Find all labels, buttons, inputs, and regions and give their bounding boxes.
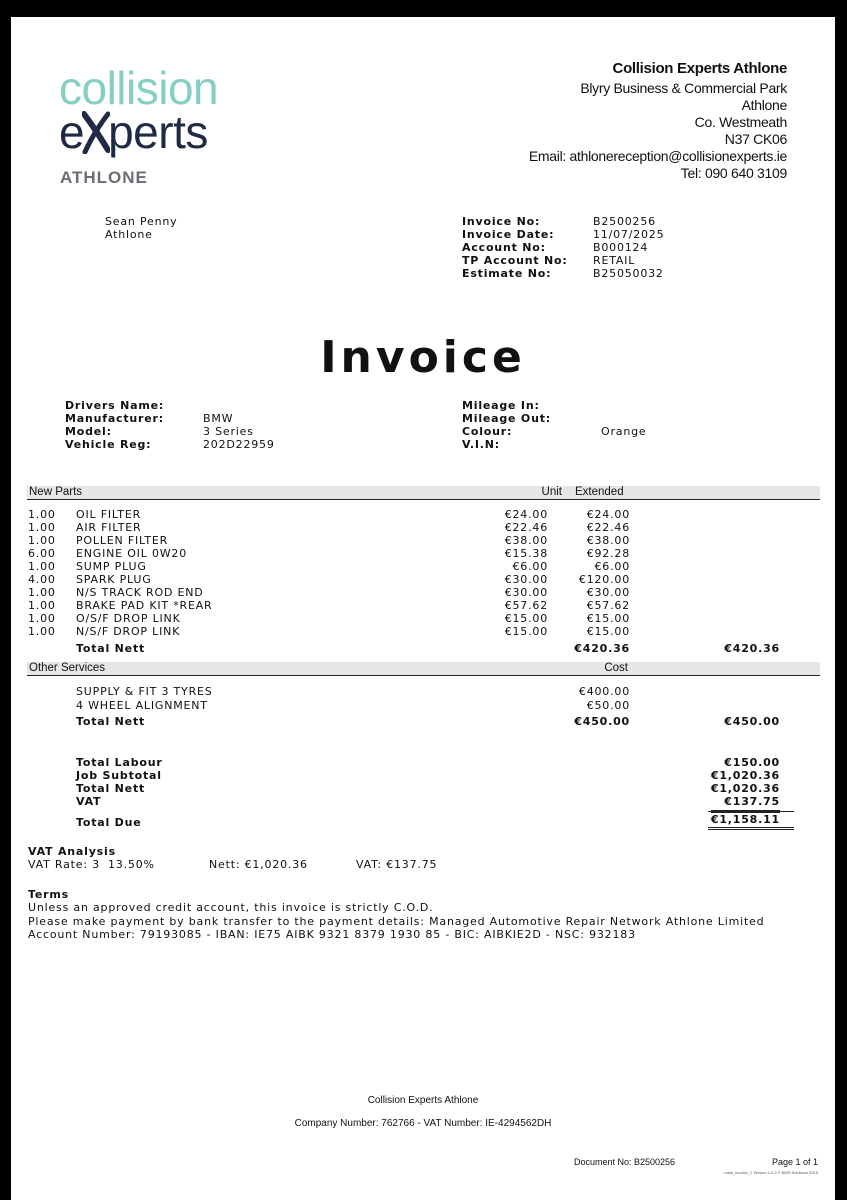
invoice-meta-labels (462, 215, 568, 280)
logo-letters-perts: perts (108, 106, 208, 158)
parts-list (11, 508, 835, 638)
customer-town: Athlone (105, 228, 153, 241)
value-vehicle-reg: 202D22959 (203, 438, 275, 451)
vat-nett-amount: Nett: €1,020.36 (209, 858, 308, 871)
meta-value-account-no: B000124 (593, 241, 649, 254)
part-extended-price: €57.62 (586, 599, 630, 612)
part-description: OIL FILTER (76, 508, 142, 521)
label-vehicle-reg: Vehicle Reg: (65, 438, 152, 451)
vehicle-left-values (203, 399, 275, 451)
vat-rate-label: VAT Rate: 3 (28, 858, 100, 871)
part-description: N/S TRACK ROD END (76, 586, 204, 599)
footer-registration: Company Number: 762766 - VAT Number: IE-4294562DH (294, 1118, 552, 1129)
part-qty: 1.00 (28, 521, 56, 534)
part-unit-price: €57.62 (504, 599, 548, 612)
value-mileage-out (601, 412, 646, 425)
summary-label-subtotal: Job Subtotal (76, 769, 162, 782)
part-description: O/S/F DROP LINK (76, 612, 181, 625)
meta-label-tp-account: TP Account No: (462, 254, 568, 267)
vehicle-left-labels (65, 399, 164, 451)
summary-value-vat: €137.75 (711, 795, 780, 813)
part-extended-price: €24.00 (586, 508, 630, 521)
summary-value-labour: €150.00 (724, 756, 780, 769)
part-unit-price: €15.38 (504, 547, 548, 560)
parts-total-extended: €420.36 (574, 642, 630, 655)
company-address-2: Athlone (741, 97, 787, 113)
services-total-right: €450.00 (724, 715, 780, 728)
part-description: N/S/F DROP LINK (76, 625, 181, 638)
part-extended-price: €120.00 (578, 573, 630, 586)
logo-word-experts (59, 105, 208, 159)
label-colour: Colour: (462, 425, 513, 438)
terms-line-1: Unless an approved credit account, this invoice is strictly C.O.D. (28, 901, 434, 914)
vat-rate-percent: 13.50% (108, 858, 155, 871)
part-qty: 6.00 (28, 547, 56, 560)
summary-label-vat: VAT (76, 795, 102, 808)
part-description: AIR FILTER (76, 521, 142, 534)
part-description: SPARK PLUG (76, 573, 152, 586)
part-unit-price: €6.00 (512, 560, 548, 573)
page-title: Invoice (320, 332, 526, 383)
terms-text (28, 901, 764, 942)
part-qty: 1.00 (28, 534, 56, 547)
parts-header-bar (27, 486, 820, 500)
summary-labels (76, 756, 163, 808)
footer-company: Collision Experts Athlone (367, 1095, 479, 1106)
part-extended-price: €15.00 (586, 612, 630, 625)
part-qty: 1.00 (28, 508, 56, 521)
value-model: 3 Series (203, 425, 254, 438)
label-model: Model: (65, 425, 112, 438)
footer-page-number: Page 1 of 1 (771, 1157, 818, 1167)
part-unit-price: €38.00 (504, 534, 548, 547)
logo-word-collision: collision (59, 62, 219, 114)
parts-total-right: €420.36 (724, 642, 780, 655)
meta-label-invoice-no: Invoice No: (462, 215, 541, 228)
parts-col-extended: Extended (575, 486, 624, 498)
part-description: SUMP PLUG (76, 560, 147, 573)
part-extended-price: €22.46 (586, 521, 630, 534)
value-colour: Orange (601, 425, 647, 438)
meta-label-account-no: Account No: (462, 241, 546, 254)
parts-row (11, 612, 835, 625)
parts-row (11, 599, 835, 612)
part-extended-price: €92.28 (586, 547, 630, 560)
parts-row (11, 573, 835, 586)
label-mileage-in: Mileage In: (462, 399, 540, 412)
part-unit-price: €24.00 (504, 508, 548, 521)
part-extended-price: €38.00 (586, 534, 630, 547)
parts-col-unit: Unit (541, 486, 562, 498)
services-total-label: Total Nett (76, 715, 146, 728)
service-row-2-desc: 4 WHEEL ALIGNMENT (76, 699, 208, 712)
vat-amount: VAT: €137.75 (356, 858, 438, 871)
meta-value-invoice-date: 11/07/2025 (593, 228, 665, 241)
value-mileage-in (601, 399, 646, 412)
part-description: POLLEN FILTER (76, 534, 169, 547)
summary-value-subtotal: €1,020.36 (710, 769, 780, 782)
part-qty: 1.00 (28, 625, 56, 638)
part-description: ENGINE OIL 0W20 (76, 547, 188, 560)
part-extended-price: €30.00 (586, 586, 630, 599)
terms-line-2: Please make payment by bank transfer to the payment details: Managed Automotive Repair Network Athlone Limited (28, 914, 765, 928)
part-unit-price: €15.00 (504, 625, 548, 638)
label-mileage-out: Mileage Out: (462, 412, 551, 425)
summary-rule (708, 811, 794, 812)
service-row-2-cost: €50.00 (586, 699, 630, 712)
summary-values (711, 756, 780, 813)
parts-row (11, 560, 835, 573)
part-extended-price: €15.00 (586, 625, 630, 638)
service-row-1-cost: €400.00 (578, 685, 630, 698)
total-due-label: Total Due (76, 816, 142, 829)
meta-value-tp-account: RETAIL (593, 254, 636, 267)
part-unit-price: €30.00 (504, 573, 548, 586)
footer-version-note: main_invoice_1 Version 1.0.3 © BMS Solutions 2015 (724, 1170, 818, 1175)
part-description: BRAKE PAD KIT *REAR (76, 599, 213, 612)
invoice-meta-values (593, 215, 664, 280)
logo-letter-e: e (59, 106, 85, 158)
part-qty: 4.00 (28, 573, 56, 586)
company-name: Collision Experts Athlone (612, 60, 787, 77)
services-col-cost: Cost (604, 662, 628, 674)
part-qty: 1.00 (28, 560, 56, 573)
services-header-bar (27, 662, 820, 676)
parts-total-label: Total Nett (76, 642, 146, 655)
company-email: Email: athlonereception@collisionexperts.ie (528, 148, 787, 164)
part-unit-price: €30.00 (504, 586, 548, 599)
part-unit-price: €22.46 (504, 521, 548, 534)
vat-analysis-title: VAT Analysis (28, 845, 116, 858)
logo-location: ATHLONE (60, 168, 148, 187)
terms-title: Terms (28, 888, 69, 901)
invoice-page (11, 17, 835, 1200)
company-phone: Tel: 090 640 3109 (680, 165, 787, 181)
vehicle-right-labels (462, 399, 551, 451)
label-manufacturer: Manufacturer: (65, 412, 164, 425)
customer-name: Sean Penny (105, 215, 178, 228)
company-postcode: N37 CK06 (724, 131, 787, 147)
value-manufacturer: BMW (203, 412, 234, 425)
meta-value-estimate-no: B25050032 (593, 267, 664, 280)
meta-label-invoice-date: Invoice Date: (462, 228, 555, 241)
label-vin: V.I.N: (462, 438, 500, 451)
part-extended-price: €6.00 (594, 560, 630, 573)
total-due-value: €1,158.11 (708, 813, 794, 830)
parts-row (11, 534, 835, 547)
services-total-cost: €450.00 (574, 715, 630, 728)
meta-value-invoice-no: B2500256 (593, 215, 656, 228)
summary-label-nett: Total Nett (76, 782, 146, 795)
parts-row (11, 508, 835, 521)
summary-label-labour: Total Labour (76, 756, 163, 769)
part-unit-price: €15.00 (504, 612, 548, 625)
service-row-1-desc: SUPPLY & FIT 3 TYRES (76, 685, 213, 698)
terms-line-3: Account Number: 79193085 - IBAN: IE75 AIBK 9321 8379 1930 85 - BIC: AIBKIE2D - NSC: 932183 (28, 928, 636, 941)
footer-document-no: Document No: B2500256 (574, 1157, 676, 1167)
logo-x-mark (84, 116, 108, 152)
parts-row (11, 586, 835, 599)
value-vin (601, 438, 646, 451)
company-address-1: Blyry Business & Commercial Park (580, 80, 787, 96)
parts-row (11, 547, 835, 560)
meta-label-estimate-no: Estimate No: (462, 267, 552, 280)
vehicle-right-values (601, 399, 646, 451)
summary-value-nett: €1,020.36 (710, 782, 780, 795)
value-drivers-name (203, 399, 275, 412)
parts-header-label: New Parts (29, 486, 83, 498)
company-address-3: Co. Westmeath (694, 114, 787, 130)
parts-row (11, 625, 835, 638)
services-header-label: Other Services (29, 662, 106, 674)
part-qty: 1.00 (28, 612, 56, 625)
part-qty: 1.00 (28, 586, 56, 599)
parts-row (11, 521, 835, 534)
label-drivers-name: Drivers Name: (65, 399, 165, 412)
part-qty: 1.00 (28, 599, 56, 612)
